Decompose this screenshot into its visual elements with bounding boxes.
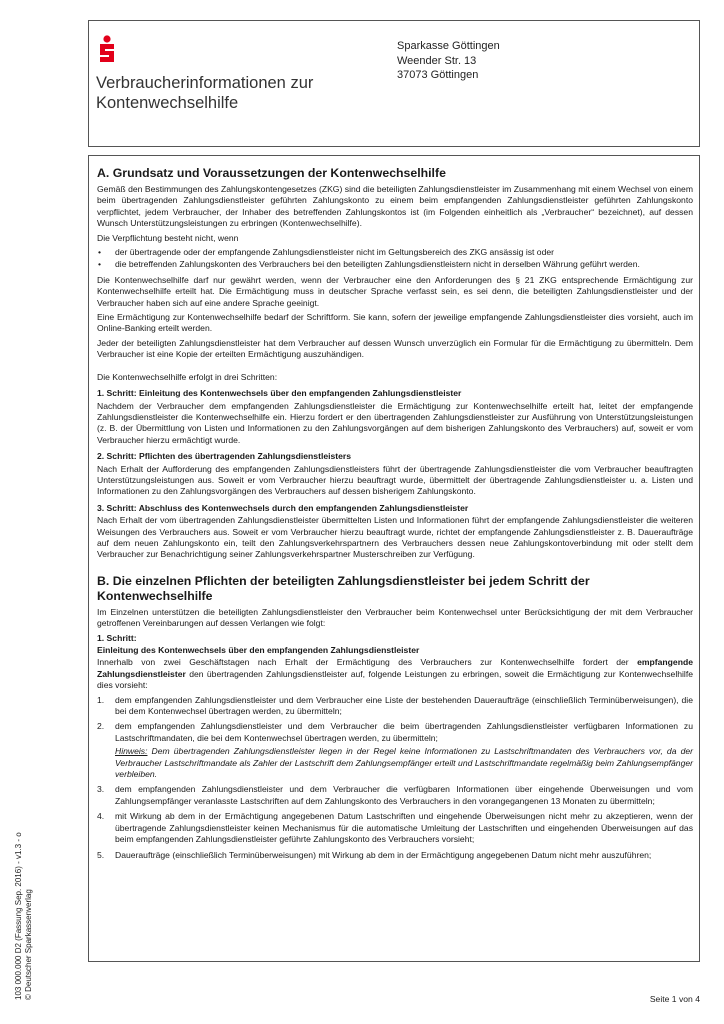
section-a-paragraph: Eine Ermächtigung zur Kontenwechselhilfe bedarf der Schriftform. Sie kann, sofern der jeweilige empfangende Zahlungsdienstleister dies vorsieht, auch im Online-Banking erteilt werden. — [97, 312, 693, 334]
document-title-line-2: Kontenwechselhilfe — [96, 94, 239, 112]
step-1-text: Nachdem der Verbraucher dem empfangenden Zahlungsdienstleister die Ermächtigung zur Kontenwechselhilfe erteilt hat, leitet der empfangende Zahlungsdienstleister die Kontenwechselhilfe ein. Hierzu fordert er den übertragenden Zahlungsdienstleister zur Ausführung von Unterstützungsleistungen (z. B. der Übermittlung von Listen und Informationen zu den Zahlungsvorgängen auf dem bisherigen Zahlungskonto des Verbrauchers) auf, soweit er vom Verbraucher hierzu ermächtigt wurde. — [97, 400, 693, 445]
section-b-step-1-text — [97, 657, 693, 691]
step-3-text: Nach Erhalt der vom übertragenden Zahlungsdienstleister übermittelten Listen und Informationen führt der empfangende Zahlungsdienstleister die weiteren Weisungen des Verbrauchers aus. Soweit er vom Verbraucher hierzu beauftragt wurde, richtet der empfangende Zahlungsdienstleister z. B. Daueraufträge auf dem neuen Zahlungskonto ein, teilt den Zahlungsverkehrspartnern des Verbrauchers dessen neue Zahlungskontoverbindung mit oder stellt dem Verbraucher zur Benachrichtigung seiner Zahlungsverkehrspartner Musterschreiben zur Verfügung. — [97, 515, 693, 560]
list-item — [97, 850, 693, 861]
list-number: 5. — [97, 849, 105, 860]
list-item-text: Daueraufträge (einschließlich Terminüberweisungen) mit Wirkung ab dem in der Ermächtigung angegebenen Datum nicht mehr auszuführen; — [115, 849, 652, 860]
hint-label: Hinweis: — [115, 746, 148, 757]
step-1-heading: 1. Schritt: Einleitung des Kontenwechsels über den empfangenden Zahlungsdienstleister — [97, 388, 462, 399]
document-title-line-1: Verbraucherinformationen zur — [96, 74, 314, 92]
text-segment-bold: empfangende Zahlungsdienstleister — [97, 657, 693, 679]
section-a-paragraph: Die Verpflichtung besteht nicht, wenn — [97, 232, 239, 243]
form-number-side-note — [14, 800, 34, 1000]
step-3-heading: 3. Schritt: Abschluss des Kontenwechsels durch den empfangenden Zahlungsdienstleister — [97, 502, 469, 513]
numbered-list — [97, 695, 693, 861]
bank-address — [397, 39, 500, 83]
header-box — [88, 20, 700, 147]
content-box — [88, 155, 700, 962]
step-2-text: Nach Erhalt der Aufforderung des empfangenden Zahlungsdienstleisters führt der übertragende Zahlungsdienstleister die vom Verbraucher beauftragten Unterstützungsleistungen aus. Soweit er vom Verbraucher hierzu beauftragt wurde, übermittelt der übertragende Zahlungsdienstleister u. a. Listen und Informationen zu den Zahlungsvorgängen des Verbrauchers auf dessen bisherigem Zahlungskonto. — [97, 463, 693, 497]
list-number: 4. — [97, 811, 105, 822]
document-body — [97, 166, 693, 865]
text-segment: Innerhalb von zwei Geschäftstagen nach Erhalt der Ermächtigung des Verbrauchers zur Kontenwechselhilfe fordert der — [97, 657, 638, 668]
document-title — [96, 73, 356, 113]
list-item: • die betreffenden Zahlungskonten des Verbrauchers bei den beteiligten Zahlungsdienstleistern nicht in derselben Währung geführt werden. — [97, 259, 693, 270]
publisher-copyright: © Deutscher Sparkassenverlag — [24, 889, 33, 1000]
section-a-paragraph: Die Kontenwechselhilfe erfolgt in drei Schritten: — [97, 371, 278, 382]
section-b-step-1-label: 1. Schritt: — [97, 632, 137, 643]
list-number: 1. — [97, 694, 105, 705]
hint-text: Dem übertragenden Zahlungsdienstleister liegen in der Regel keine Informationen zu Lastschriftmandaten des Verbrauchers vor, da der Verbraucher Lastschriftmandate als Zahler der Lastschrift dem Zahlungsempfänger erteilt und Lastschriftmandate regelmäßig beim Zahlungsempfänger verbleiben. — [115, 746, 693, 780]
sparkasse-logo-icon — [97, 35, 117, 65]
list-item-text: dem empfangenden Zahlungsdienstleister und dem Verbraucher die verfügbaren Informationen über eingehende Überweisungen und vom Zahlungsempfänger veranlasste Lastschriften auf dem Zahlungskonto des Verbrauchers in den vorangegangenen 13 Monaten zu übermitteln; — [115, 784, 693, 806]
page-number: Seite 1 von 4 — [649, 994, 700, 1004]
step-2-heading: 2. Schritt: Pflichten des übertragenden Zahlungsdienstleisters — [97, 451, 352, 462]
section-a-paragraph: Jeder der beteiligten Zahlungsdienstleister hat dem Verbraucher auf dessen Wunsch unverzüglich ein Formular für die Ermächtigung zu übermitteln. Dem Verbraucher ist eine Kopie der erteilten Ermächtigung auszuhändigen. — [97, 337, 693, 360]
text-segment: den übertragenden Zahlungsdienstleister auf, folgende Leistungen zu erbringen, soweit die Ermächtigung zur Kontenwechselhilfe dies vorsieht: — [97, 668, 693, 691]
section-b-intro: Im Einzelnen unterstützen die beteiligten Zahlungsdienstleister den Verbraucher beim Kontenwechsel unter Berücksichtigung der mit dem Verbraucher getroffenen Vereinbarungen auf dessen Verlangen wie folgt: — [97, 606, 693, 629]
section-a-paragraph: Gemäß den Bestimmungen des Zahlungskontengesetzes (ZKG) sind die beteiligten Zahlungsdienstleister im Zusammenhang mit einem Wechsel von einem beim übertragenden Zahlungsdienstleister geführten Zahlungskonto zu einem beim empfangenden Zahlungsdienstleister geführten Zahlungskonto verpflichtet, jedem Verbraucher, der Inhaber des betreffenden Zahlungskontos ist (im Folgenden einheitlich als „Verbraucher“ bezeichnet), auf dessen Wunsch Unterstützungsleistungen zu erbringen (Kontenwechselhilfe). — [97, 184, 693, 229]
list-item-text: dem empfangenden Zahlungsdienstleister und dem Verbraucher die beim übertragenden Zahlungsdienstleister verfügbaren Informationen zu Lastschriftmandaten, die bei dem Kontenwechsel übertragen werden, zu übermitteln; — [115, 721, 693, 743]
list-item — [97, 811, 693, 845]
section-a-heading: A. Grundsatz und Voraussetzungen der Kontenwechselhilfe — [97, 166, 446, 180]
section-a-paragraph: Die Kontenwechselhilfe darf nur gewährt werden, wenn der Verbraucher eine den Anforderungen des § 21 ZKG entsprechende Ermächtigung zur Kontenwechselhilfe erteilt hat. Die Ermächtigung muss in deutscher Sprache verfasst sein, es sei denn, die beteiligten Zahlungsdienstleister und der Verbraucher haben sich auf eine andere Sprache geeinigt. — [97, 274, 693, 308]
hint-note — [115, 746, 693, 780]
list-number: 3. — [97, 784, 105, 795]
bank-name: Sparkasse Göttingen — [397, 40, 500, 52]
list-number: 2. — [97, 721, 105, 732]
bank-street: Weender Str. 13 — [397, 54, 477, 67]
list-item: • der übertragende oder der empfangende Zahlungsdienstleister nicht im Geltungsbereich des ZKG ansässig ist oder — [97, 247, 693, 258]
list-item — [97, 784, 693, 807]
section-b-heading: B. Die einzelnen Pflichten der beteiligten Zahlungsdienstleister bei jedem Schritt der Kontenwechselhilfe — [97, 573, 590, 603]
list-item — [97, 695, 693, 718]
list-item — [97, 721, 693, 780]
list-item-text: dem empfangenden Zahlungsdienstleister und dem Verbraucher eine Liste der bestehenden Daueraufträge (einschließlich Terminüberweisungen), die bei dem Kontenwechsel übertragen werden, zu übermitteln; — [115, 694, 693, 717]
exception-list — [97, 247, 693, 271]
bank-city: 37073 Göttingen — [397, 69, 479, 81]
form-number: 103 000.000 D2 (Fassung Sep. 2016) - v1.3 - o — [14, 832, 23, 1000]
section-b-step-1-heading: Einleitung des Kontenwechsels über den empfangenden Zahlungsdienstleister — [97, 645, 420, 655]
list-item-text: mit Wirkung ab dem in der Ermächtigung angegebenen Datum Lastschriften und eingehende Überweisungen nicht mehr zu akzeptieren, wenn der übertragende Zahlungsdienstleister keinen Mechanismus für die automatische Umleitung der Lastschriften und eingehenden Überweisungen auf das beim empfangenden Zahlungsdienstleister geführte Zahlungskonto des Verbrauchers vorsieht; — [115, 811, 693, 845]
